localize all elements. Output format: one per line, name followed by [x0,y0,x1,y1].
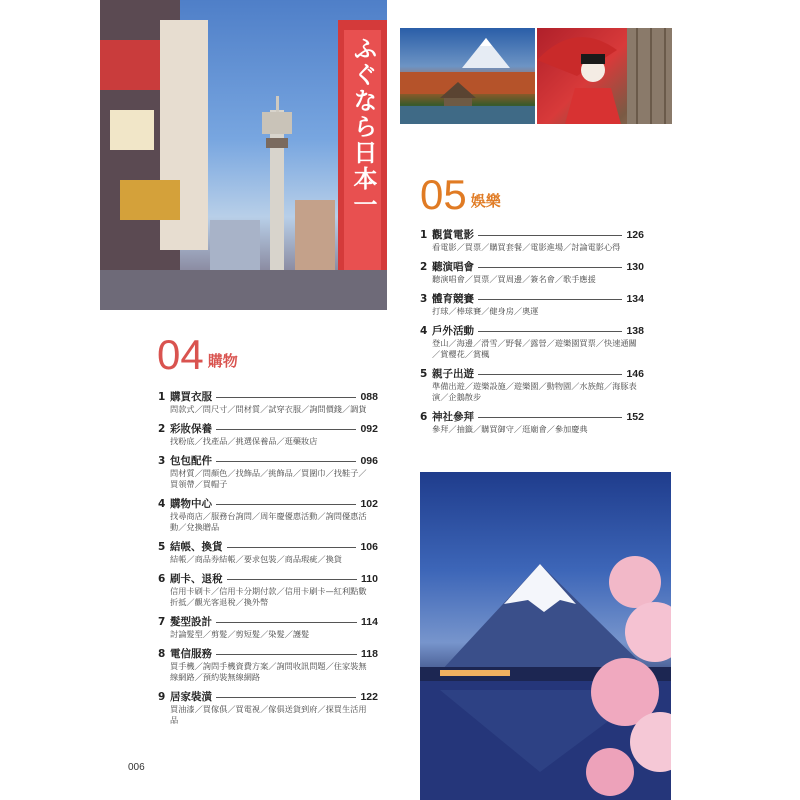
toc-entry[interactable] [158,389,378,415]
toc-entry-number: 2 [158,422,166,435]
toc-entertainment [420,227,644,441]
toc-leader [227,547,357,548]
toc-entry-page: 106 [360,540,378,553]
toc-entry-number: 1 [158,390,166,403]
toc-entry-number: 6 [420,410,428,423]
toc-leader [478,267,622,268]
toc-entry[interactable] [420,323,644,360]
toc-leader [216,697,356,698]
toc-entry-topics: 聽演唱會／買票／買周邊／簽名會／歌手應援 [432,274,596,284]
toc-entry-title: 觀賞電影 [432,229,474,241]
toc-entry-page: 092 [360,422,378,435]
toc-entry[interactable] [158,571,378,608]
toc-entry[interactable] [158,496,378,533]
section-title: 娛樂 [470,192,501,210]
toc-entry-page: 102 [360,497,378,510]
toc-entry-title: 戶外活動 [432,325,474,337]
toc-entry-topics: 問款式／問尺寸／問材質／試穿衣服／詢問價錢／調貨 [170,404,367,414]
toc-leader [216,622,357,623]
photo-geisha [537,28,672,124]
toc-entry-page: 126 [626,228,644,241]
toc-entry-topics: 看電影／買票／購買套餐／電影進場／討論電影心得 [432,242,621,252]
toc-entry-page: 110 [361,572,378,585]
toc-entry-topics: 打球／棒球賽／健身房／奧運 [432,306,539,316]
toc-leader [478,235,622,236]
toc-entry[interactable] [158,646,378,683]
toc-entry-topics: 參拜／抽籤／購買御守／逛廟會／參加慶典 [432,424,588,434]
toc-entry-number: 2 [420,260,428,273]
toc-entry-page: 152 [626,410,644,423]
section-heading-entertainment [420,171,501,218]
toc-entry[interactable] [158,614,378,640]
toc-entry-page: 118 [361,647,378,660]
toc-leader [216,461,356,462]
toc-entry[interactable] [420,227,644,253]
photo-osaka-street [100,0,387,310]
toc-entry-page: 146 [626,367,644,380]
street-sign-text: ふぐなら日本一 [349,36,377,218]
toc-leader [478,331,622,332]
toc-leader [478,417,622,418]
toc-entry-number: 3 [158,454,166,467]
section-heading-shopping [157,331,238,378]
toc-entry[interactable] [420,291,644,317]
toc-entry[interactable] [420,366,644,403]
toc-entry-topics: 找尋商店／服務台詢問／周年慶優惠活動／詢問優惠活動／兌換贈品 [170,511,367,532]
toc-entry-topics: 買手機／詢問手機資費方案／詢問收訊問題／住家裝無線網路／預約裝無線網路 [170,661,367,682]
toc-entry-title: 結帳、換貨 [170,541,223,553]
toc-entry-topics: 結帳／商品券結帳／要求包裝／商品瑕疵／換貨 [170,554,342,564]
toc-entry-number: 6 [158,572,166,585]
toc-entry[interactable] [158,689,378,726]
toc-entry-number: 5 [420,367,428,380]
toc-entry-number: 4 [158,497,166,510]
toc-entry-number: 5 [158,540,166,553]
toc-entry-number: 1 [420,228,428,241]
toc-leader [227,579,358,580]
toc-entry-title: 親子出遊 [432,368,474,380]
toc-entry-page: 122 [360,690,378,703]
toc-entry-topics: 討論髮型／剪髮／剪短髮／染髮／護髮 [170,629,310,639]
section-number: 04 [157,331,204,378]
toc-entry-topics: 準備出遊／遊樂設施／遊樂園／動物園／水族館／海豚表演／企鵝散步 [432,381,637,402]
toc-entry-title: 體育競賽 [432,293,474,305]
toc-entry[interactable] [158,539,378,565]
toc-leader [478,374,622,375]
toc-entry[interactable] [158,421,378,447]
toc-entry-number: 3 [420,292,428,305]
photo-mount-fuji [420,472,671,800]
toc-leader [216,504,356,505]
section-title: 購物 [207,352,238,370]
toc-entry-number: 9 [158,690,166,703]
toc-entry-title: 電信服務 [170,648,212,660]
toc-entry-title: 刷卡、退稅 [170,573,223,585]
toc-entry-page: 114 [361,615,378,628]
toc-leader [478,299,622,300]
toc-entry-topics: 問材質／問顏色／找飾品／挑飾品／買圍巾／找鞋子／買領帶／買帽子 [170,468,367,489]
toc-entry-number: 8 [158,647,166,660]
toc-entry-number: 7 [158,615,166,628]
toc-entry-title: 髮型設計 [170,616,212,628]
toc-leader [216,429,356,430]
toc-entry-topics: 信用卡刷卡／信用卡分期付款／信用卡刷卡—紅利點數折抵／觀光客退稅／換外幣 [170,586,367,607]
toc-entry-title: 購物中心 [170,498,212,510]
toc-entry-topics: 找粉底／找產品／挑選保養品／逛藥妝店 [170,436,318,446]
toc-entry-number: 4 [420,324,428,337]
section-number: 05 [420,171,467,218]
toc-entry-title: 聽演唱會 [432,261,474,273]
toc-entry[interactable] [158,453,378,490]
toc-entry-title: 居家裝潢 [170,691,212,703]
toc-entry-title: 購買衣服 [170,391,212,403]
toc-entry[interactable] [420,409,644,435]
toc-leader [216,397,356,398]
toc-entry-title: 彩妝保養 [170,423,212,435]
toc-shopping [158,389,378,732]
toc-entry[interactable] [420,259,644,285]
toc-entry-page: 130 [626,260,644,273]
toc-entry-page: 096 [360,454,378,467]
toc-leader [216,654,357,655]
toc-entry-topics: 登山／海邊／滑雪／野餐／露營／遊樂園買票／快速通關／賞櫻花／賞楓 [432,338,637,359]
page-number: 006 [128,762,145,773]
toc-entry-title: 包包配件 [170,455,212,467]
photo-village-fuji [400,28,535,124]
toc-entry-title: 神社參拜 [432,411,474,423]
toc-entry-page: 134 [626,292,644,305]
toc-entry-topics: 買油漆／買傢俱／買電視／傢俱送貨到府／探買生活用品 [170,704,367,725]
toc-entry-page: 138 [626,324,644,337]
toc-entry-page: 088 [360,390,378,403]
